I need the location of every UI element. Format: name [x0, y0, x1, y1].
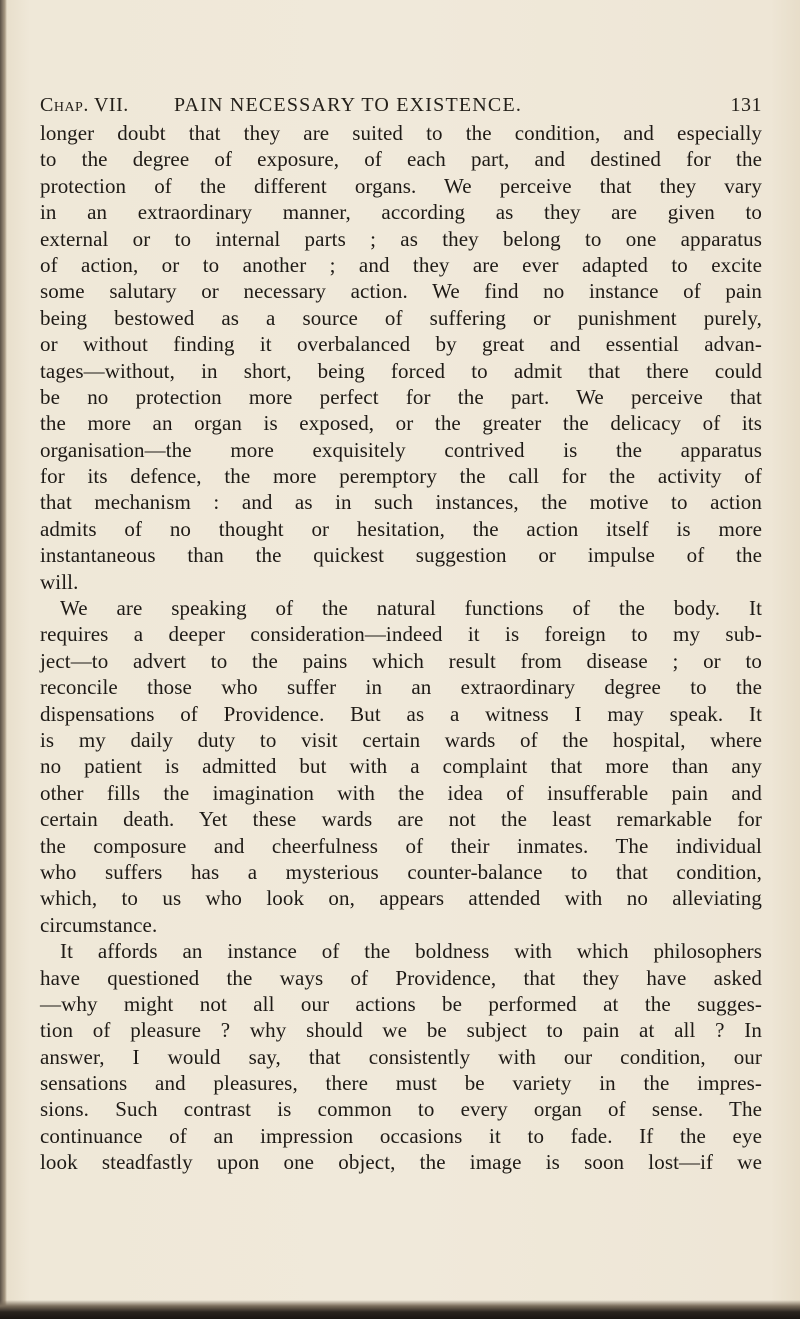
text-line: will.: [40, 569, 79, 594]
text-line: We are speaking of the natural functions of the body. It: [60, 596, 762, 621]
text-line: is my daily duty to visit certain wards of the hospital, where: [40, 727, 762, 752]
text-line: continuance of an impression occasions it to fade. If the eye: [40, 1123, 762, 1148]
text-line: answer, I would say, that consistently with our condition, our: [40, 1044, 762, 1069]
text-line: or without finding it overbalanced by great and essential advan-: [40, 332, 762, 357]
text-line: instantaneous than the quickest suggestion or impulse of the: [40, 543, 762, 568]
text-line: some salutary or necessary action. We find no instance of pain: [40, 279, 762, 304]
text-line: no patient is admitted but with a complaint that more than any: [40, 754, 762, 779]
text-line: to the degree of exposure, of each part, and destined for the: [40, 147, 762, 172]
text-line: be no protection more perfect for the part. We perceive that: [40, 384, 762, 409]
running-head: [40, 90, 762, 120]
text-line: admits of no thought or hesitation, the action itself is more: [40, 516, 762, 541]
text-line: look steadfastly upon one object, the image is soon lost—if we: [40, 1150, 762, 1175]
text-line: dispensations of Providence. But as a witness I may speak. It: [40, 701, 762, 726]
text-line: other fills the imagination with the idea of insufferable pain and: [40, 780, 762, 805]
text-line: requires a deeper consideration—indeed it is foreign to my sub-: [40, 622, 762, 647]
text-line: of action, or to another ; and they are ever adapted to excite: [40, 252, 762, 277]
text-line: for its defence, the more peremptory the call for the activity of: [40, 464, 762, 489]
page-spine-shadow: [0, 0, 7, 1319]
text-line: being bestowed as a source of suffering or punishment purely,: [40, 305, 762, 330]
body-text: [40, 120, 762, 1176]
text-line: circumstance.: [40, 912, 158, 937]
text-line: who suffers has a mysterious counter-balance to that condition,: [40, 859, 762, 884]
running-title: PAIN NECESSARY TO EXISTENCE.: [174, 94, 523, 116]
text-line: which, to us who look on, appears attended with no alleviating: [40, 886, 762, 911]
text-line: —why might not all our actions be performed at the sugges-: [40, 991, 762, 1016]
text-line: the composure and cheerfulness of their inmates. The individual: [40, 833, 762, 858]
text-line: have questioned the ways of Providence, that they have asked: [40, 965, 762, 990]
text-line: ject—to advert to the pains which result from disease ; or to: [40, 648, 762, 673]
text-line: It affords an instance of the boldness with which philosophers: [60, 939, 762, 964]
text-line: tages—without, in short, being forced to admit that there could: [40, 358, 762, 383]
text-line: reconcile those who suffer in an extraordinary degree to the: [40, 675, 762, 700]
text-line: organisation—the more exquisitely contrived is the apparatus: [40, 437, 762, 462]
text-line: that mechanism : and as in such instances, the motive to action: [40, 490, 762, 515]
page-bottom-edge: [0, 1300, 800, 1319]
chapter-label: Chap. VII.: [40, 94, 129, 116]
text-line: sensations and pleasures, there must be variety in the impres-: [40, 1071, 762, 1096]
text-line: in an extraordinary manner, according as they are given to: [40, 200, 762, 225]
text-line: sions. Such contrast is common to every organ of sense. The: [40, 1097, 762, 1122]
text-line: protection of the different organs. We perceive that they vary: [40, 173, 762, 198]
text-line: tion of pleasure ? why should we be subject to pain at all ? In: [40, 1018, 762, 1043]
text-line: the more an organ is exposed, or the greater the delicacy of its: [40, 411, 762, 436]
text-line: certain death. Yet these wards are not the least remarkable for: [40, 807, 762, 832]
page-number: 131: [730, 94, 762, 116]
text-line: longer doubt that they are suited to the condition, and especially: [40, 121, 762, 145]
text-line: external or to internal parts ; as they belong to one apparatus: [40, 226, 762, 251]
